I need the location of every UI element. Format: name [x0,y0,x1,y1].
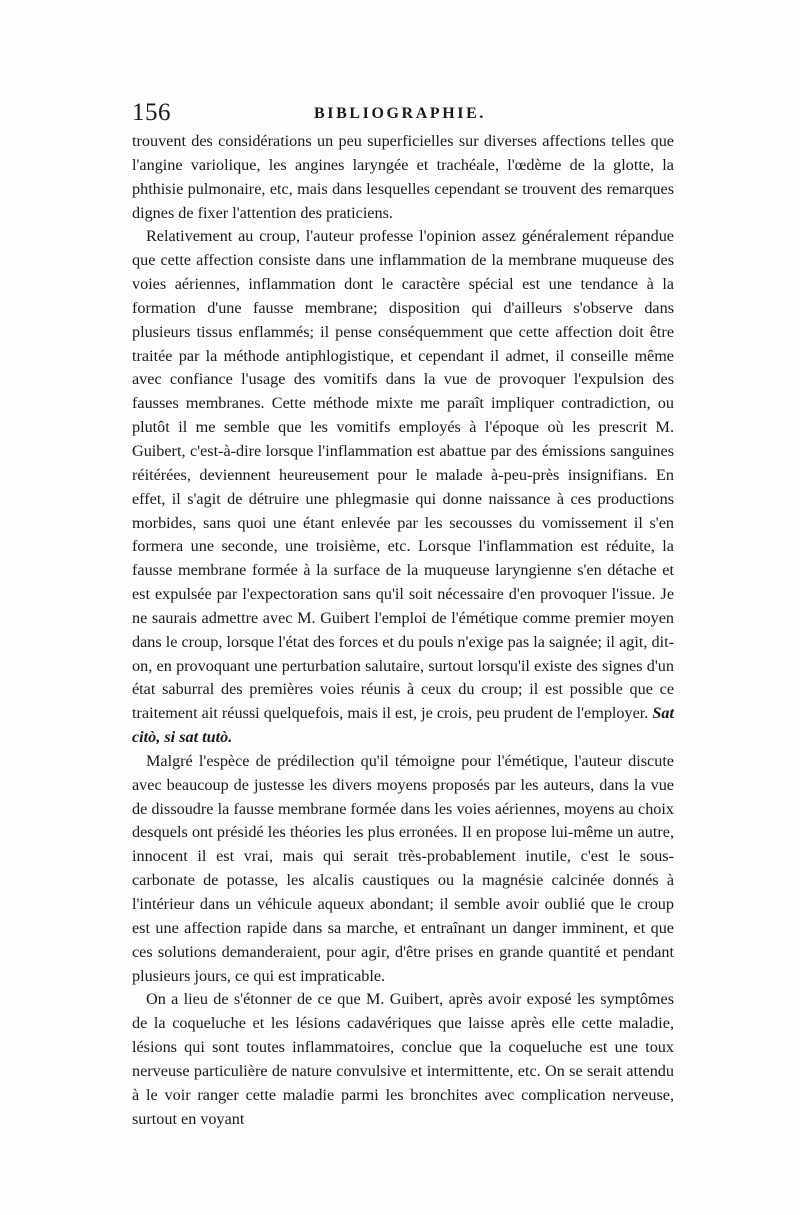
page-number: 156 [132,99,171,126]
paragraph-text: Relativement au croup, l'auteur professe l'opinion assez généralement répandue que cette affection consiste dans une inflammation de la membrane muqueuse des voies aériennes, inflammation dont le caractère spécial est une tendance à la formation d'une fausse membrane; disposition qui d'ailleurs s'observe dans plusieurs tissus enflammés; il pense conséquemment que cette affection doit être traitée par la méthode antiphlogistique, et cependant il admet, il conseille même avec confiance l'usage des vomitifs dans la vue de provoquer l'expulsion des fausses membranes. Cette méthode mixte me paraît impliquer contradiction, ou plutôt il me semble que les vomitifs employés à l'époque où les prescrit M. Guibert, c'est-à-dire lorsque l'inflammation est abattue par des émissions sanguines réitérées, deviennent heureusement pour le malade à-peu-près insignifians. En effet, il s'agit de détruire une phlegmasie qui donne naissance à ces productions morbides, sans quoi une étant enlevée par les secousses du vomissement il s'en formera une seconde, une troisième, etc. Lorsque l'inflammation est réduite, la fausse membrane formée à la surface de la muqueuse laryngienne s'en détache et est expulsée par l'expectoration sans qu'il soit nécessaire d'en provoquer l'issue. Je ne saurais admettre avec M. Guibert l'emploi de l'émétique comme premier moyen dans le croup, lorsque l'état des forces et du pouls n'exige pas la saignée; il agit, dit-on, en provoquant une perturbation salutaire, surtout lorsqu'il existe des signes d'un état saburral des premières voies réunis à ceux du croup; il est possible que ce traitement ait réussi quelquefois, mais il est, je crois, peu prudent de l'employer. [132,227,674,723]
paragraph-emetique [132,750,674,988]
running-head: BIBLIOGRAPHIE. [314,105,486,122]
paragraph-text: Malgré l'espèce de prédilection qu'il témoigne pour l'émétique, l'auteur discute avec beaucoup de justesse les divers moyens proposés par les auteurs, dans la vue de dissoudre la fausse membrane formée dans les voies aériennes, moyens au choix desquels ont présidé les théories les plus erronées. Il en propose lui-même un autre, innocent il est vrai, mais qui serait très-probablement inutile, c'est le sous-carbonate de potasse, les alcalis caustiques ou la magnésie calcinée donnés à l'intérieur dans un véhicule aqueux abondant; il semble avoir oublié que le croup est une affection rapide dans sa marche, et entraînant un danger imminent, et que ces solutions demanderaient, pour agir, d'être prises en grande quantité et pendant plusieurs jours, ce qui est impraticable. [132,751,674,985]
paragraph-text: On a lieu de s'étonner de ce que M. Guibert, après avoir exposé les symptômes de la coqueluche et les lésions cadavériques que laisse après elle cette maladie, lésions qui sont toutes inflammatoires, conclue que la coqueluche est une toux nerveuse particulière de nature convulsive et intermittente, etc. On se serait attendu à le voir ranger cette maladie parmi les bronchites avec complication nerveuse, surtout en voyant [132,990,674,1128]
paragraph-croup [132,225,674,750]
latin-maxim: Sat citò, si sat tutò. [132,704,674,747]
paragraph-continuation [132,130,674,225]
body-text [132,130,674,1131]
paragraph-text: trouvent des considérations un peu superficielles sur diverses affections telles que l'angine variolique, les angines laryngée et trachéale, l'œdème de la glotte, la phthisie pulmonaire, etc, mais dans lesquelles cependant se trouvent des remarques dignes de fixer l'attention des praticiens. [132,132,674,222]
paragraph-coqueluche [132,988,674,1131]
page-header [132,98,674,128]
